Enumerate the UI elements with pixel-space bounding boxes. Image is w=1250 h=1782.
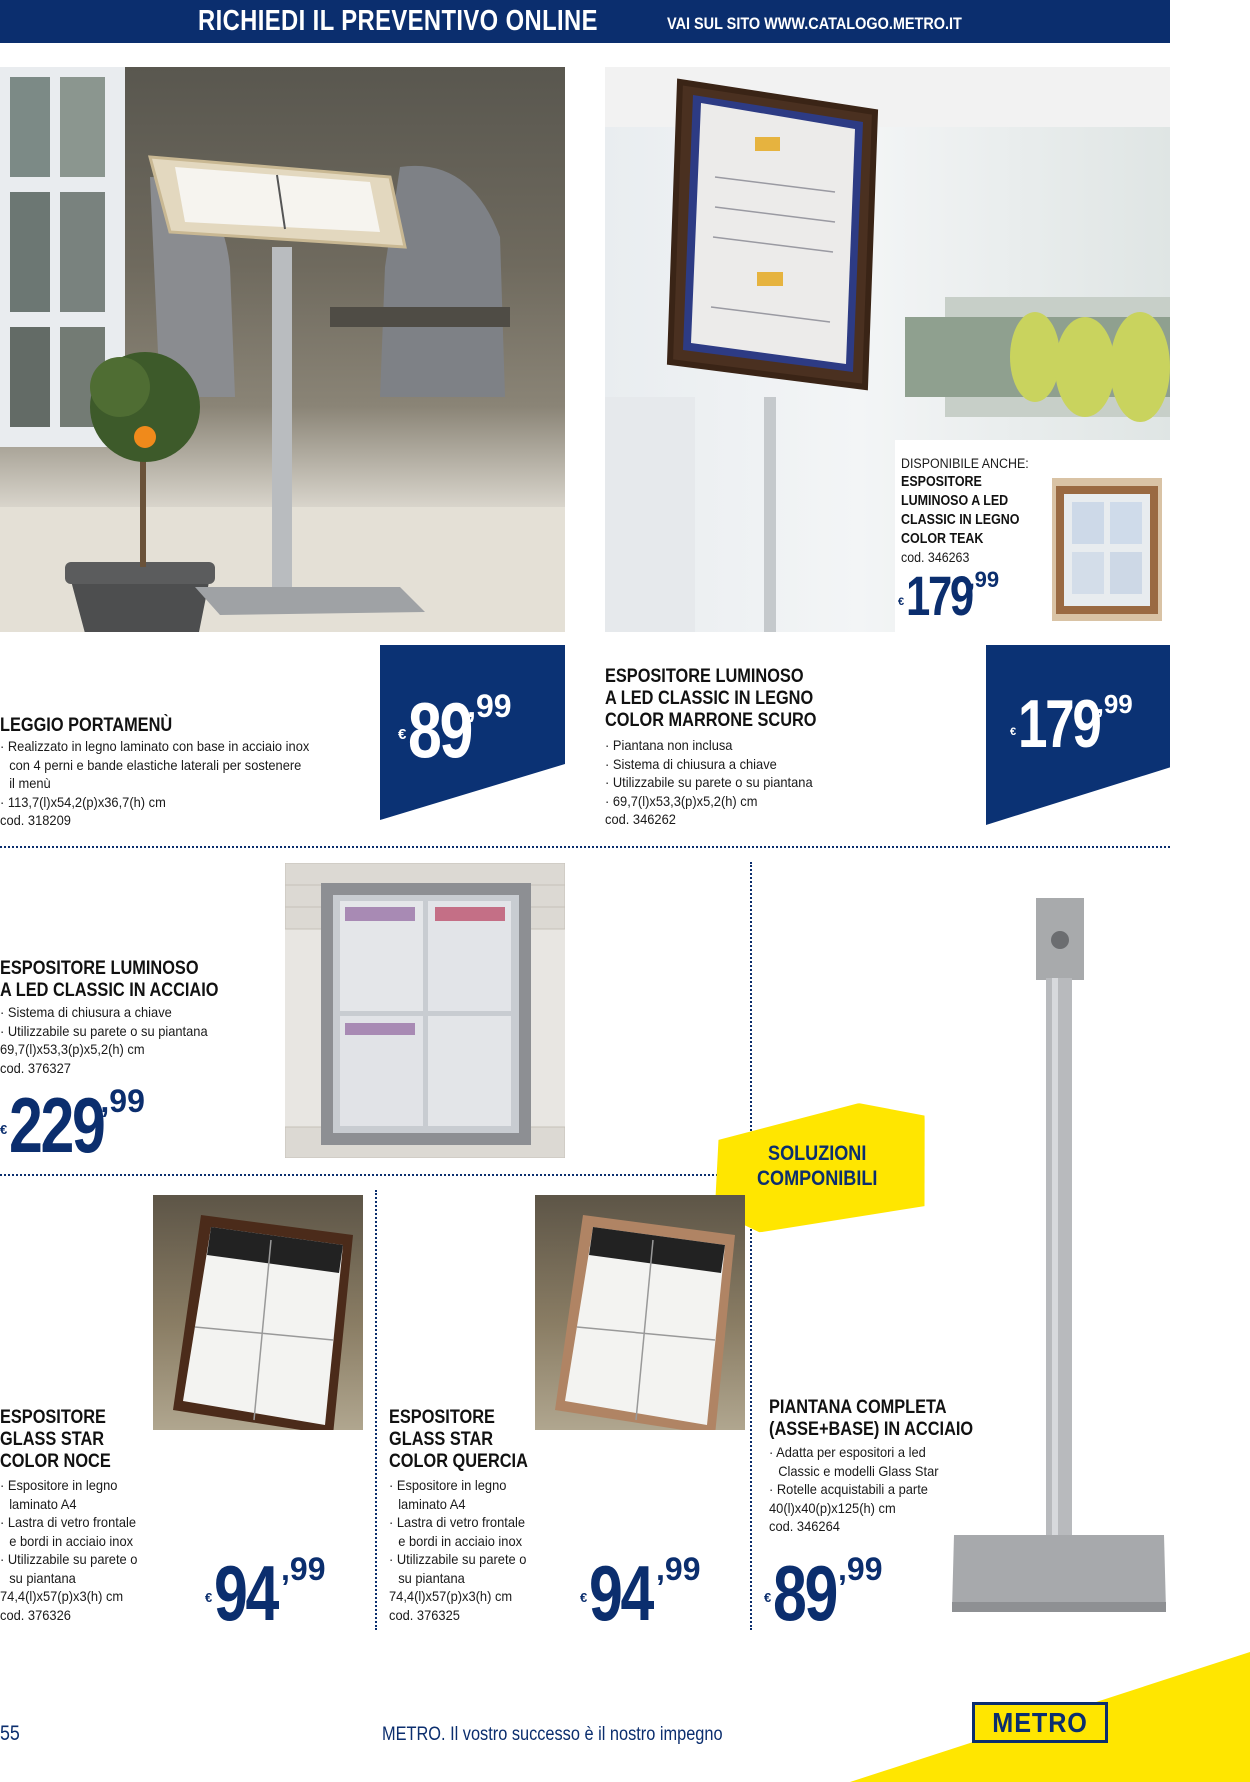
noce-price: €94 ,99 <box>205 1549 326 1637</box>
quercia-price: €94 ,99 <box>580 1549 701 1637</box>
section-divider-2 <box>0 1174 718 1176</box>
column-divider-3 <box>750 1190 752 1630</box>
marrone-title: ESPOSITORE LUMINOSO A LED CLASSIC IN LEGNO COLOR MARRONE SCURO <box>605 666 817 731</box>
noce-bullets: · Espositore in legno laminato A4 · Lastra di vetro frontale e bordi in acciaio inox · Utilizzabile su parete o su piantana 74,4(l)x57(p)x3(h) cm cod. 376326 <box>0 1477 138 1623</box>
leggio-photo <box>0 67 565 632</box>
piantana-title: PIANTANA COMPLETA (ASSE+BASE) IN ACCIAIO <box>769 1397 974 1440</box>
piantana-price: €89,99 <box>764 1549 883 1637</box>
teak-available-label: DISPONIBILE ANCHE: <box>901 456 1029 471</box>
leggio-title: LEGGIO PORTAMENÙ <box>0 715 173 736</box>
noce-title: ESPOSITORE GLASS STAR COLOR NOCE <box>0 1407 111 1472</box>
metro-logo <box>972 1702 1108 1743</box>
marrone-bullets: · Piantana non inclusa · Sistema di chiusura a chiave · Utilizzabile su parete o su piantana · 69,7(l)x53,3(p)x5,2(h) cm cod. 346262 <box>605 737 813 827</box>
column-divider-2 <box>375 1190 377 1630</box>
glass-star-quercia-photo <box>535 1195 745 1430</box>
piantana-bullets: · Adatta per espositori a led Classic e modelli Glass Star · Rotelle acquistabili a parte 40(l)x40(p)x125(h) cm cod. 346264 <box>769 1444 939 1534</box>
section-divider <box>0 846 1170 848</box>
quercia-title: ESPOSITORE GLASS STAR COLOR QUERCIA <box>389 1407 528 1472</box>
marrone-price: €179,99 <box>1010 686 1133 762</box>
leggio-bullets: · Realizzato in legno laminato con base in acciaio inox con 4 perni e bande elastiche laterali per sostenere il menù · 113,7(l)x54,2(p)x36,7(h) cm cod. 318209 <box>0 738 310 828</box>
teak-variant-text <box>901 455 1040 567</box>
header-website-link[interactable]: VAI SUL SITO WWW.CATALOGO.METRO.IT <box>667 14 962 33</box>
metro-logo-text: METRO <box>992 1706 1088 1738</box>
header-title: RICHIEDI IL PREVENTIVO ONLINE <box>198 5 598 37</box>
teak-price: €179,99 <box>898 564 1000 627</box>
teak-thumbnail <box>1052 478 1162 621</box>
page-number: 55 <box>0 1722 20 1745</box>
quercia-bullets: · Espositore in legno laminato A4 · Lastra di vetro frontale e bordi in acciaio inox · Utilizzabile su parete o su piantana 74,4(l)x57(p)x3(h) cm cod. 376325 <box>389 1477 527 1623</box>
acciaio-title: ESPOSITORE LUMINOSO A LED CLASSIC IN ACCIAIO <box>0 958 219 1001</box>
acciaio-price: €229,99 <box>0 1081 145 1169</box>
piantana-photo <box>900 890 1170 1635</box>
glass-star-noce-photo <box>153 1195 363 1430</box>
espositore-acciaio-photo <box>285 863 565 1158</box>
leggio-price: €89,99 <box>398 686 512 774</box>
teak-code: cod. 346263 <box>901 550 970 565</box>
acciaio-bullets: · Sistema di chiusura a chiave · Utilizzabile su parete o su piantana 69,7(l)x53,3(p)x5,2(h) cm cod. 376327 <box>0 1004 208 1076</box>
badge-text: SOLUZIONI COMPONIBILI <box>757 1142 878 1190</box>
teak-title: ESPOSITORE LUMINOSO A LED CLASSIC IN LEGNO COLOR TEAK <box>901 474 1020 547</box>
column-divider-1 <box>750 862 752 1158</box>
footer-tagline: METRO. Il vostro successo è il nostro impegno <box>382 1724 723 1745</box>
